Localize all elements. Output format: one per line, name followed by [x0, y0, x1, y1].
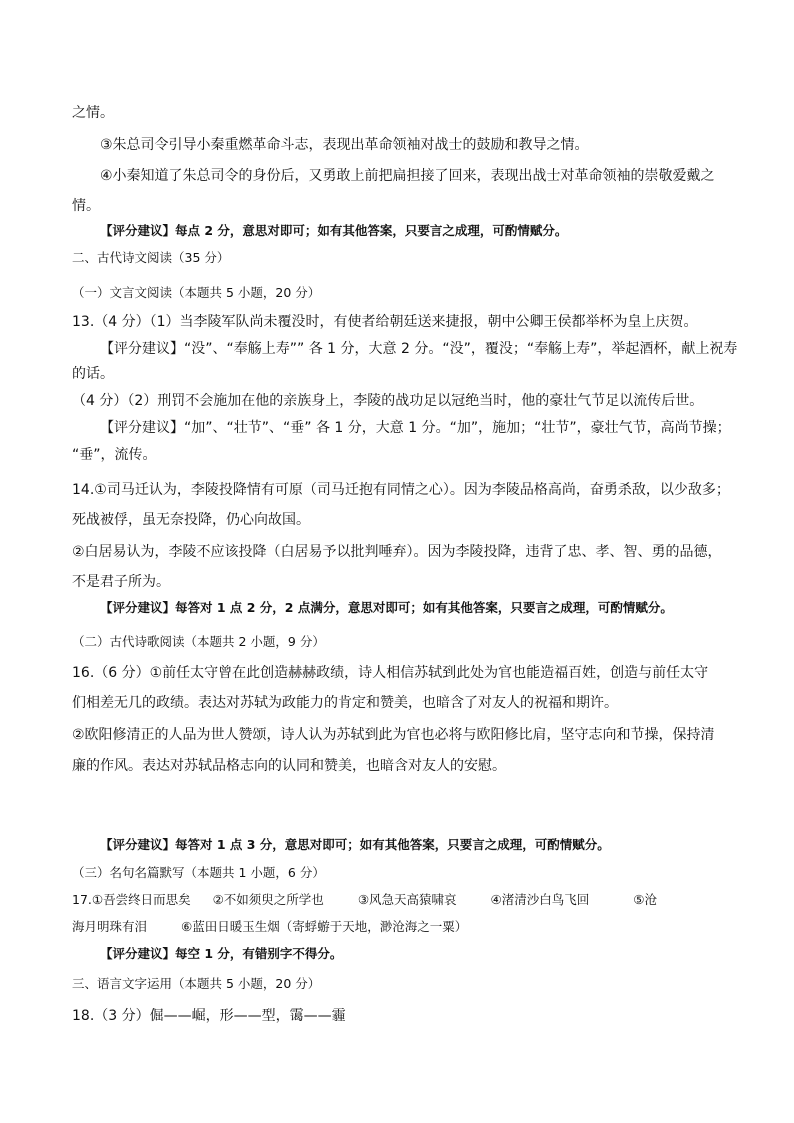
text-line: 们相差无几的政绩。表达对苏轼为政能力的肯定和赞美，也暗含了对友人的祝福和期许。	[72, 695, 618, 711]
text-line: 16.（6 分）①前任太守曾在此创造赫赫政绩，诗人相信苏轼到此处为官也能造福百姓，创造与前任太守	[72, 665, 709, 681]
text-line: 情。	[72, 198, 100, 214]
subsection-heading: （一）文言文阅读（本题共 5 小题，20 分）	[72, 285, 321, 300]
text-line: ③朱总司令引导小秦重燃革命斗志，表现出革命领袖对战士的鼓励和教导之情。	[100, 137, 589, 153]
answer-5-cont: 海月明珠有泪	[72, 919, 148, 934]
text-line: 18.（3 分）倔——崛，形——型，霭——霾	[72, 1008, 346, 1024]
scoring-note: 【评分建议】“没”、“奉觞上寿”” 各 1 分，大意 2 分。“没”，覆没；“奉觞上寿”，举起酒杯，献上祝寿	[100, 341, 738, 357]
answer-1: 17.①吾尝终日而思矣	[72, 892, 191, 907]
section-heading: 三、语言文字运用（本题共 5 小题，20 分）	[72, 976, 321, 991]
text-line: 13.（4 分）（1）当李陵军队尚未覆没时，有使者给朝廷送来捷报，朝中公卿王侯都举杯为皇上庆贺。	[72, 314, 698, 330]
answer-2: ②不如须臾之所学也	[212, 892, 324, 907]
answer-3: ③风急天高猿啸哀	[357, 892, 457, 907]
text-line: 死战被俘，虽无奈投降，仍心向故国。	[72, 512, 310, 528]
scoring-note: 【评分建议】“加”、“壮节”、“垂” 各 1 分，大意 1 分。“加”，施加；“壮节”，豪壮气节，高尚节操；	[100, 420, 731, 436]
subsection-heading: （二）古代诗歌阅读（本题共 2 小题，9 分）	[72, 634, 325, 649]
answer-5: ⑤沧	[633, 892, 657, 907]
text-line: “垂”，流传。	[72, 447, 157, 463]
answer-line	[72, 917, 467, 937]
scoring-note: 【评分建议】每点 2 分，意思对即可；如有其他答案，只要言之成理，可酌情赋分。	[100, 223, 568, 238]
answer-line	[72, 890, 657, 910]
text-line: 不是君子所为。	[72, 574, 170, 590]
section-heading: 二、古代诗文阅读（35 分）	[72, 250, 230, 265]
text-line: 之情。	[72, 105, 114, 121]
text-line: 的话。	[72, 366, 114, 382]
answer-6: ⑥蓝田日暖玉生烟（寄蜉蝣于天地，渺沧海之一粟）	[181, 919, 468, 934]
text-line: ②欧阳修清正的人品为世人赞颂，诗人认为苏轼到此为官也必将与欧阳修比肩，坚守志向和节操，保持清	[72, 727, 715, 743]
scoring-note: 【评分建议】每答对 1 点 2 分，2 点满分，意思对即可；如有其他答案，只要言之成理，可酌情赋分。	[100, 600, 673, 615]
text-line: ④小秦知道了朱总司令的身份后，又勇敢上前把扁担接了回来，表现出战士对革命领袖的崇敬爱戴之	[100, 168, 715, 184]
text-line: ②白居易认为，李陵不应该投降（白居易予以批判唾弃）。因为李陵投降，违背了忠、孝、智、勇的品德，	[72, 544, 722, 560]
answer-4: ④渚清沙白鸟飞回	[490, 892, 590, 907]
text-line: （4 分）（2）刑罚不会施加在他的亲族身上，李陵的战功足以冠绝当时，他的豪壮气节足以流传后世。	[72, 393, 704, 409]
scoring-note: 【评分建议】每答对 1 点 3 分，意思对即可；如有其他答案，只要言之成理，可酌情赋分。	[100, 837, 610, 852]
scoring-note: 【评分建议】每空 1 分，有错别字不得分。	[100, 946, 343, 961]
text-line: 廉的作风。表达对苏轼品格志向的认同和赞美，也暗含对友人的安慰。	[72, 758, 506, 774]
text-line: 14.①司马迁认为，李陵投降情有可原（司马迁抱有同情之心）。因为李陵品格高尚，奋勇杀敌，以少敌多；	[72, 482, 730, 498]
subsection-heading: （三）名句名篇默写（本题共 1 小题，6 分）	[72, 865, 325, 880]
